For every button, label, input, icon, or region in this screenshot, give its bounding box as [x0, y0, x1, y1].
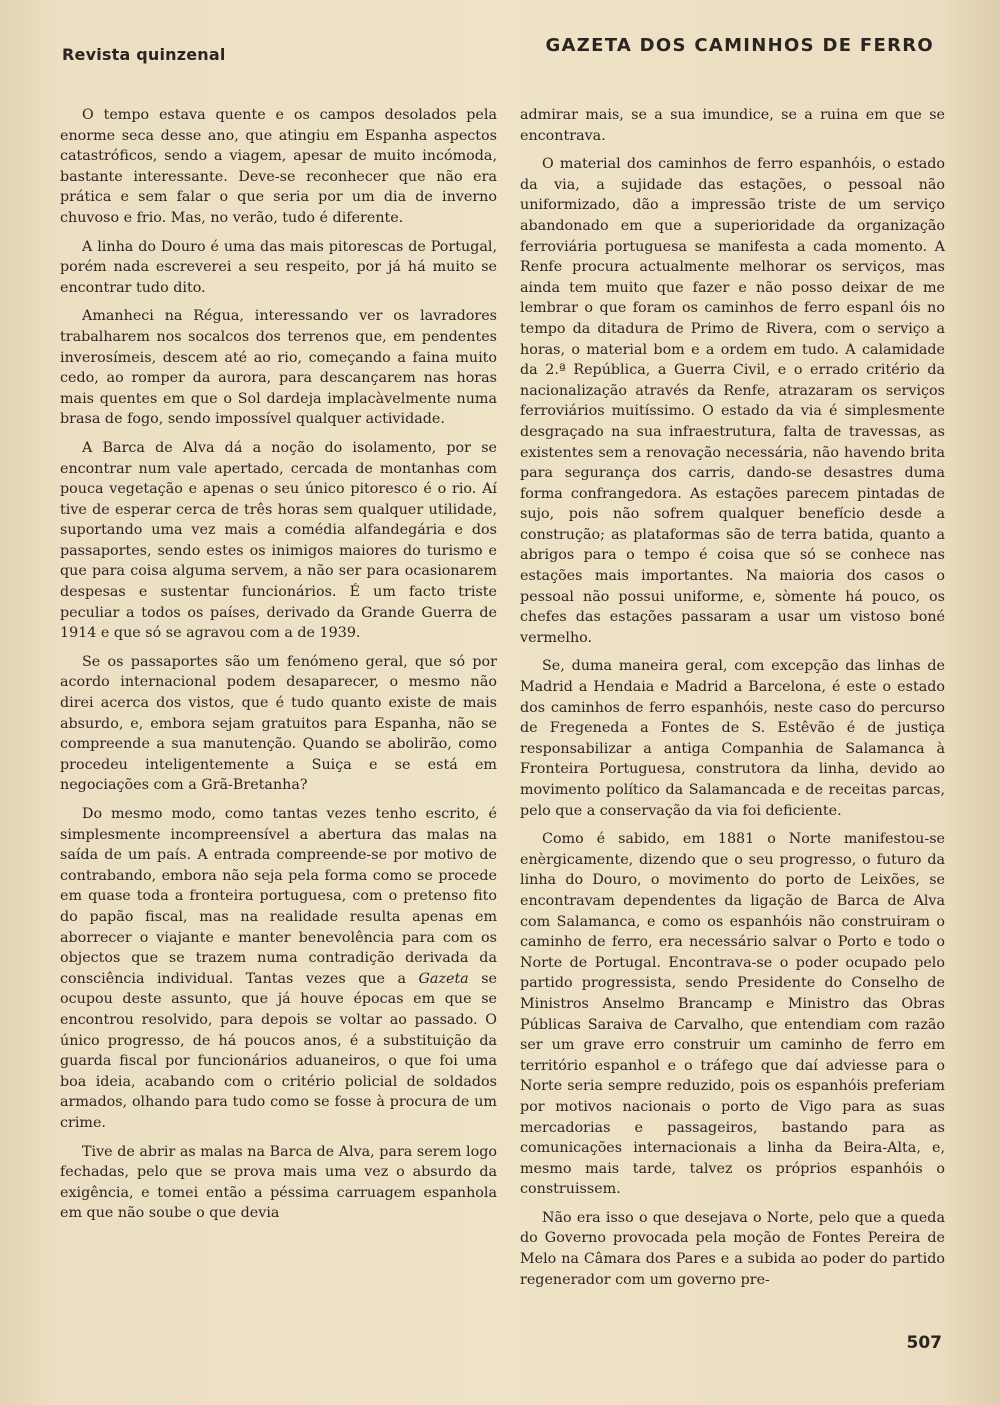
- header-title: GAZETA DOS CAMINHOS DE FERRO: [545, 35, 934, 56]
- paragraph-continuation: admirar mais, se a sua imundice, se a ruina em que se encontrava.: [520, 107, 945, 144]
- paragraph: A Barca de Alva dá a noção do isolamento, por se encontrar num vale apertado, cercada de montanhas com pouca vegetação e apenas o seu único pitoresco é o rio. Aí tive de esperar cerca de três horas sem qualquer utilidade, suportando uma vez mais a comédia alfandegária e dos passaportes, sendo estes os inimigos maiores do turismo e que para coisa alguma servem, a não ser para ocasionarem despesas e sustentar funcionários. É um facto triste peculiar a todos os países, derivado da Grande Guerra de 1914 e que só se agravou com a de 1939.: [60, 439, 497, 642]
- paragraph: Tive de abrir as malas na Barca de Alva, para serem logo fechadas, pelo que se prova mais uma vez o absurdo da exigência, e tomei então a péssima carruagem espanhola em que não soube o que devia: [60, 1143, 497, 1222]
- paragraph: Como é sabido, em 1881 o Norte manifestou-se enèrgicamente, dizendo que o seu progresso, o futuro da linha do Douro, o movimento do porto de Leixões, se encontravam dependentes da ligação de Barca de Alva com Salamanca, e como os espanhóis não construiram o caminho de ferro, era necessário salvar o Porto e todo o Norte de Portugal. Encontrava-se o poder ocupado pelo partido progressista, sendo Presidente do Conselho de Ministros Anselmo Brancamp e Ministro das Obras Públicas Saraiva de Carvalho, que entendiam com razão ser um grave erro construir um caminho de ferro em território espanhol e o tráfego que daí adviesse para o Norte seria sempre reduzido, pois os espanhóis preferiam por motivos nacionais o porto de Vigo para as suas mercadorias e passageiros, bastando para as comunicações internacionais a linha da Beira-Alta, e, mesmo mais tarde, talvez os próprios espanhóis o construissem.: [520, 831, 945, 1198]
- paragraph: Não era isso o que desejava o Norte, pelo que a queda do Governo provocada pela moção de Fontes Pereira de Melo na Câmara dos Pares e a subida ao poder do partido regenerador com um governo pre-: [520, 1209, 945, 1288]
- paragraph: O material dos caminhos de ferro espanhóis, o estado da via, a sujidade das estações, o pessoal não uniformizado, dão a impressão triste de um serviço abandonado em que a superioridade da organização ferroviária portuguesa se manifesta a cada momento. A Renfe procura actualmente melhorar os serviços, mas ainda tem muito que fazer e não posso deixar de me lembrar o que foram os caminhos de ferro espanl óis no tempo da ditadura de Primo de Rivera, com o serviço a horas, o material bom e a ordem em tudo. A calamidade da 2.ª República, a Guerra Civil, e o errado critério da nacionalização através da Renfe, atrazaram os serviços ferroviários muitíssimo. O estado da via é simplesmente desgraçado na sua infraestrutura, falta de travessas, as existentes sem a renovação necessária, não havendo brita para segurança dos carris, dando-se desastres duma forma confrangedora. As estações parecem pintadas de sujo, pois não sofrem qualquer benefício desde a construção; as plataformas são de terra batida, quanto a abrigos para o tempo é coisa que só se conhece nas estações mais importantes. Na maioria dos casos o pessoal não possui uniforme, e, sòmente há pouco, os chefes das estações passaram a usar um vistoso boné vermelho.: [520, 156, 945, 646]
- paragraph: Amanheci na Régua, interessando ver os lavradores trabalharem nos socalcos dos terrenos que, em pendentes inverosímeis, descem até ao rio, começando a faina muito cedo, ao romper da aurora, para descançarem nas horas mais quentes em que o Sol dardeja implacàvelmente numa brasa de fogo, sendo impossível qualquer actividade.: [60, 308, 497, 428]
- paragraph: Se, duma maneira geral, com excepção das linhas de Madrid a Hendaia e Madrid a Barcelona, é este o estado dos caminhos de ferro espanhóis, neste caso do percurso de Fregeneda a Fontes de S. Estêvão é de justiça responsabilizar a antiga Companhia de Salamanca à Fronteira Portuguesa, construtora da linha, devido ao movimento político da Salamancada e de receitas parcas, pelo que a conservação da via foi deficiente.: [520, 658, 945, 819]
- paragraph: O tempo estava quente e os campos desolados pela enorme seca desse ano, que atingiu em Espanha aspectos catastróficos, sendo a viagem, apesar de muito incómoda, bastante interessante. Deve-se reconhecer que não era prática e sem falar o que seria por um dia de inverno chuvoso e frio. Mas, no verão, tudo é diferente.: [60, 107, 497, 226]
- header-left: Revista quinzenal: [62, 45, 226, 64]
- publication-name: Gazeta: [418, 970, 469, 987]
- left-column: [60, 105, 497, 1232]
- paragraph: A linha do Douro é uma das mais pitorescas de Portugal, porém nada escreverei a seu respeito, por já há muito se encontrar tudo dito.: [60, 238, 497, 296]
- paragraph-text: Do mesmo modo, como tantas vezes tenho escrito, é simplesmente incompreensível a abertura das malas na saída de um país. A entrada compreende-se por motivo de contrabando, embora não seja pela forma como se procede em quase toda a fronteira portuguesa, com o pretenso fito do papão fiscal, mas na realidade resulta apenas em aborrecer o viajante e manter benevolência para com os objectos que se trazem numa contradição derivada da consciência individual. Tantas vezes que a: [60, 806, 497, 987]
- page-number: 507: [906, 1333, 942, 1353]
- paragraph: Se os passaportes são um fenómeno geral, que só por acordo internacional podem desaparecer, o mesmo não direi acerca dos vistos, que é tudo quanto existe de mais absurdo, e, embora sejam gratuitos para Espanha, não se compreende a sua manutenção. Quando se abolirão, como procedeu inteligentemente a Suiça e se está em negociações com a Grã-Bretanha?: [60, 653, 497, 794]
- right-column: [520, 105, 945, 1298]
- paragraph: [60, 804, 497, 1134]
- paragraph-text: se ocupou deste assunto, que já houve épocas em que se encontrou resolvido, para depois se voltar ao passado. O único progresso, de há poucos anos, é a substituição da guarda fiscal por funcionários aduaneiros, o que foi uma boa ideia, acabando com o critério policial de soldados armados, olhando para tudo como se fosse à procura de um crime.: [60, 970, 497, 1131]
